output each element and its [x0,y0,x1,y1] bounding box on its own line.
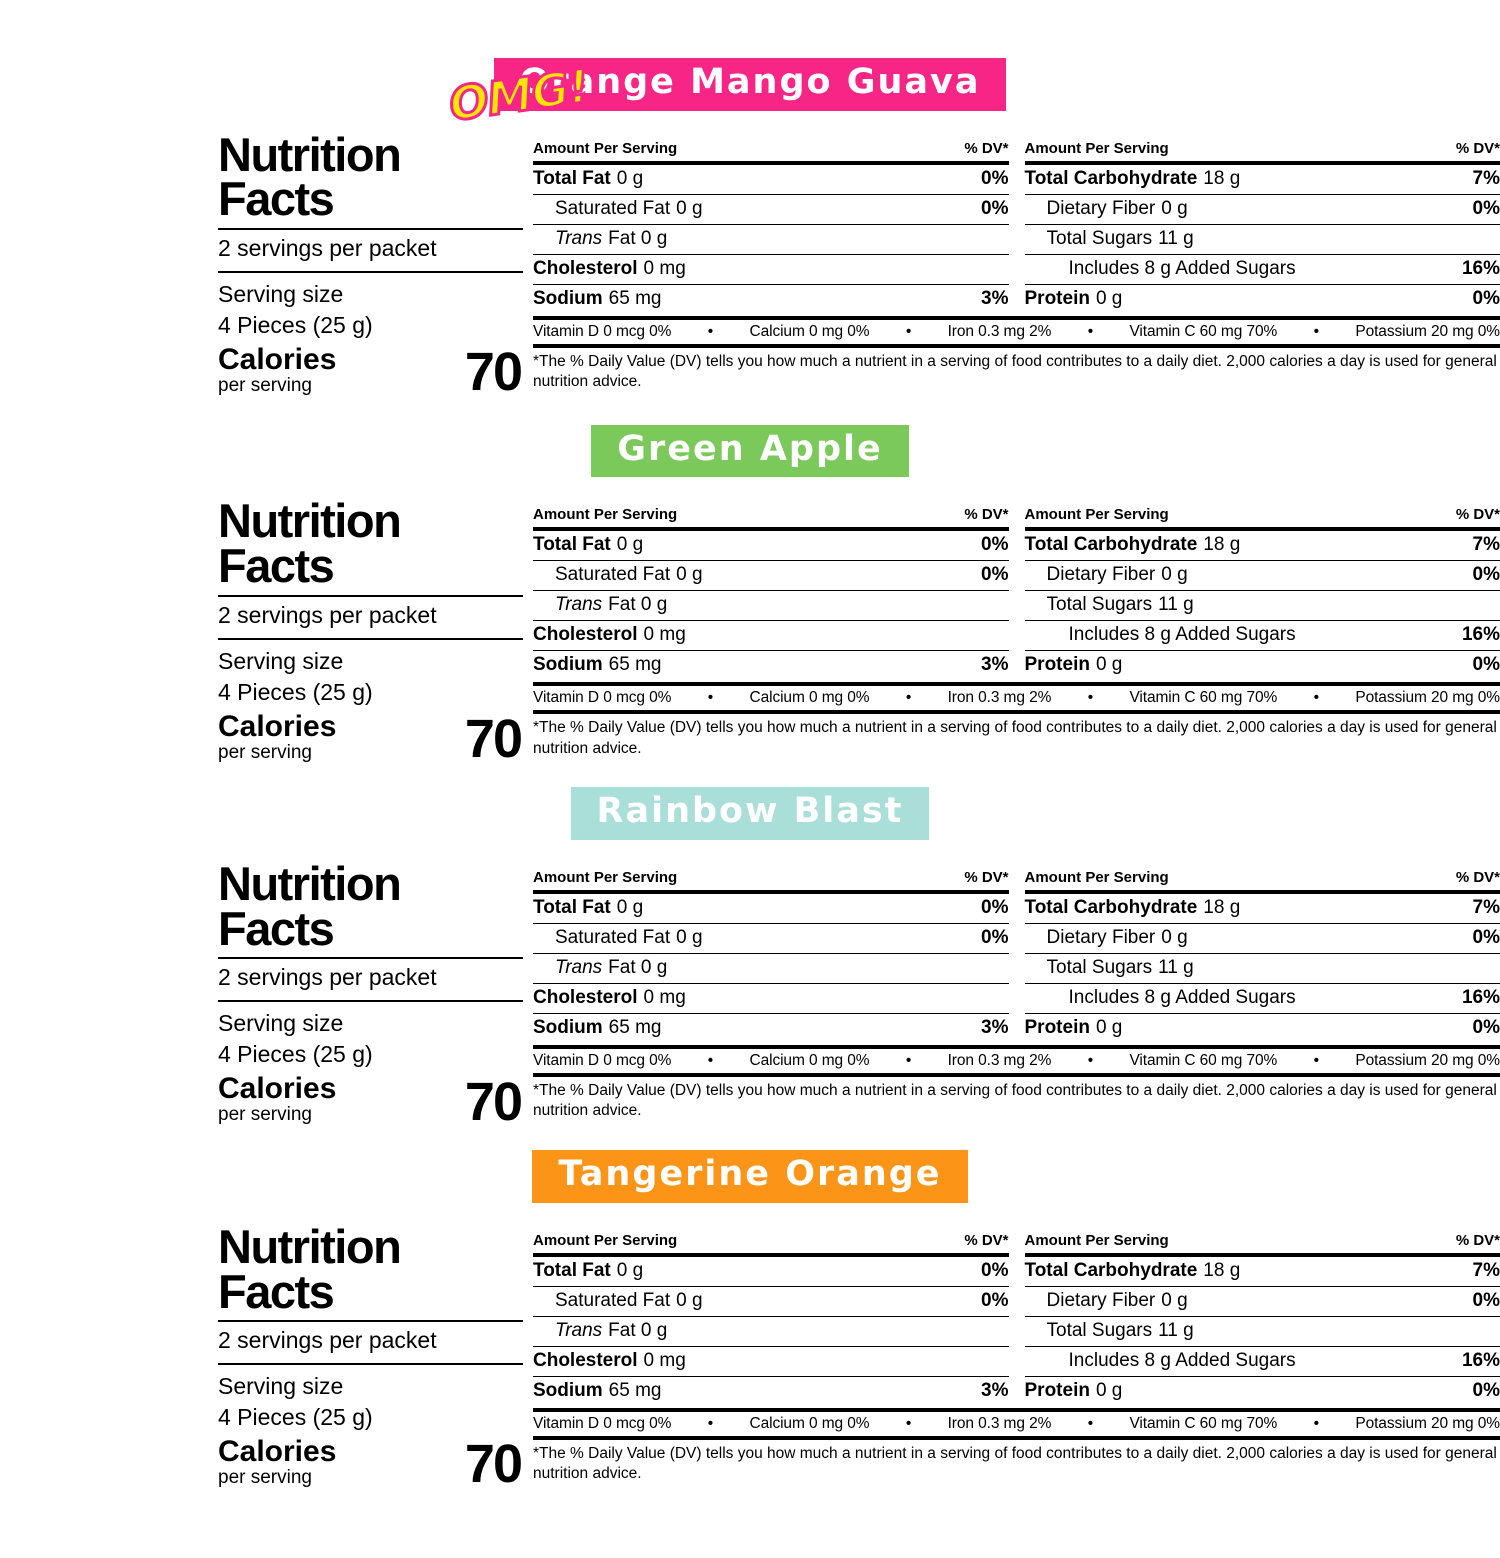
nutrient-tables [533,862,1500,1121]
vitamin-separator: • [1314,323,1319,341]
nutrient-name: Saturated Fat 0 g [533,924,910,954]
calories-value: 70 [465,1078,523,1127]
servings-per-container: 2 servings per packet [218,234,523,265]
nutrition-facts-title [218,499,523,588]
nutrition-facts-title-line1: Nutrition [218,1225,523,1270]
table-row [1025,621,1500,651]
divider [218,1363,523,1365]
table-row [533,163,1009,195]
vitamin-separator: • [1314,1052,1319,1070]
table-header-row [533,137,1009,163]
table-row [1025,529,1500,561]
table-row [533,651,1009,681]
nutrient-dv [910,621,1008,651]
amount-per-serving-header: Amount Per Serving [533,1229,910,1255]
nutrient-name: Sodium 65 mg [533,1376,910,1406]
omg-badge: OMG! [446,59,592,132]
nutrient-name: Protein 0 g [1025,284,1434,314]
nutrition-panel-orange-mango-guava [0,133,1500,397]
vitamin-item: Vitamin D 0 mcg 0% [533,323,671,341]
nutrient-table-right [1025,866,1500,1043]
nutrient-dv: 0% [1433,924,1500,954]
nutrient-dv: 0% [910,1255,1008,1287]
table-row [1025,651,1500,681]
nutrient-name: Protein 0 g [1025,1376,1434,1406]
nutrient-dv: 3% [910,284,1008,314]
divider [218,638,523,640]
dv-header: % DV* [910,503,1008,529]
nutrient-dv [1433,591,1500,621]
table-row [1025,284,1500,314]
flavor-banner-tangerine-orange: Tangerine Orange [532,1150,967,1203]
nutrient-name: Protein 0 g [1025,651,1434,681]
vitamin-item: Calcium 0 mg 0% [749,1415,869,1433]
table-row [533,194,1009,224]
table-row [1025,254,1500,284]
vitamin-row [533,316,1500,348]
calories-label: Calories [218,1074,336,1104]
nutrient-name: Saturated Fat 0 g [533,1286,910,1316]
table-row [533,1316,1009,1346]
serving-size-label: Serving size [218,1006,523,1037]
nutrient-dv [910,591,1008,621]
vitamin-item: Potassium 20 mg 0% [1355,323,1500,341]
servings-per-container: 2 servings per packet [218,601,523,632]
nutrient-dv: 0% [910,529,1008,561]
table-row [1025,1346,1500,1376]
nutrient-name: Dietary Fiber 0 g [1025,194,1434,224]
table-row [533,529,1009,561]
nutrient-dv: 0% [910,924,1008,954]
nutrient-dv [1433,224,1500,254]
calories-label: Calories [218,345,336,375]
daily-value-footnote: *The % Daily Value (DV) tells you how much a nutrient in a serving of food contributes to a daily diet. 2,000 calories a day is used for general nutrition advice. [533,714,1500,758]
flavor-banner-rainbow-blast: Rainbow Blast [571,787,930,840]
table-row [533,954,1009,984]
nutrient-name: Total Carbohydrate 18 g [1025,892,1434,924]
table-row [1025,224,1500,254]
nutrient-name: Total Carbohydrate 18 g [1025,1255,1434,1287]
table-row [533,892,1009,924]
nutrition-facts-title-line2: Facts [218,907,523,952]
vitamin-item: Vitamin C 60 mg 70% [1129,323,1277,341]
table-row [1025,1255,1500,1287]
table-row [533,621,1009,651]
nutrient-name: Cholesterol 0 mg [533,621,910,651]
calories-row [218,1074,523,1126]
divider [218,595,523,597]
vitamin-separator: • [1314,689,1319,707]
nutrition-panel-green-apple [0,499,1500,763]
table-row [533,1286,1009,1316]
vitamin-separator: • [1314,1415,1319,1433]
nutrient-dv [1433,954,1500,984]
calories-value: 70 [465,348,523,397]
table-row [533,1346,1009,1376]
nutrient-dv: 3% [910,1014,1008,1044]
table-row [1025,924,1500,954]
table-row [1025,1014,1500,1044]
nutrient-dv: 16% [1433,984,1500,1014]
nutrition-panel-rainbow-blast [0,862,1500,1126]
nutrient-name: Total Fat 0 g [533,1255,910,1287]
nutrient-name: Total Fat 0 g [533,892,910,924]
nutrient-dv [1433,1316,1500,1346]
calories-value: 70 [465,715,523,764]
nutrient-dv: 0% [910,163,1008,195]
vitamin-item: Iron 0.3 mg 2% [948,323,1052,341]
nutrition-summary [218,499,533,763]
table-row [533,924,1009,954]
calories-value: 70 [465,1440,523,1489]
nutrient-name: Total Fat 0 g [533,163,910,195]
nutrient-name: Saturated Fat 0 g [533,561,910,591]
nutrient-tables [533,499,1500,758]
vitamin-item: Iron 0.3 mg 2% [948,689,1052,707]
nutrition-facts-title-line1: Nutrition [218,499,523,544]
vitamin-item: Potassium 20 mg 0% [1355,1052,1500,1070]
nutrient-dv: 0% [910,1286,1008,1316]
calories-sublabel: per serving [218,1467,336,1489]
table-header-row [1025,866,1500,892]
table-row [533,224,1009,254]
nutrient-dv: 0% [1433,561,1500,591]
serving-size-value: 4 Pieces (25 g) [218,1037,523,1068]
vitamin-item: Iron 0.3 mg 2% [948,1415,1052,1433]
nutrient-table-right [1025,503,1500,680]
table-row [533,1014,1009,1044]
nutrient-name: Includes 8 g Added Sugars [1025,621,1434,651]
nutrient-dv: 7% [1433,1255,1500,1287]
nutrient-name: Cholesterol 0 mg [533,1346,910,1376]
vitamin-item: Iron 0.3 mg 2% [948,1052,1052,1070]
nutrient-dv: 0% [1433,194,1500,224]
nutrient-name: Dietary Fiber 0 g [1025,1286,1434,1316]
table-header-row [533,1229,1009,1255]
nutrient-name: Dietary Fiber 0 g [1025,561,1434,591]
nutrition-facts-title [218,133,523,222]
nutrient-name: Trans Fat 0 g [533,224,910,254]
nutrient-name: Cholesterol 0 mg [533,254,910,284]
vitamin-row [533,1045,1500,1077]
nutrient-dv [910,224,1008,254]
table-row [533,1255,1009,1287]
nutrient-table-left [533,503,1009,680]
vitamin-separator: • [906,1052,911,1070]
nutrient-table-left [533,866,1009,1043]
table-row [1025,1286,1500,1316]
flavor-banner-row-2 [0,425,1500,478]
vitamin-separator: • [906,323,911,341]
vitamin-separator: • [708,689,713,707]
table-row [1025,954,1500,984]
vitamin-separator: • [708,323,713,341]
nutrient-table-left [533,1229,1009,1406]
table-row [533,254,1009,284]
table-row [533,561,1009,591]
nutrient-name: Cholesterol 0 mg [533,984,910,1014]
nutrient-name: Saturated Fat 0 g [533,194,910,224]
amount-per-serving-header: Amount Per Serving [1025,1229,1434,1255]
serving-size-value: 4 Pieces (25 g) [218,675,523,706]
divider [218,1320,523,1322]
amount-per-serving-header: Amount Per Serving [533,137,910,163]
flavor-banner-green-apple: Green Apple [591,425,909,478]
vitamin-item: Vitamin D 0 mcg 0% [533,689,671,707]
nutrient-dv: 16% [1433,621,1500,651]
nutrient-name: Includes 8 g Added Sugars [1025,254,1434,284]
divider [218,957,523,959]
nutrition-panels-page [0,58,1500,1558]
flavor-banner-orange-mango-guava: Orange Mango Guava [494,58,1007,111]
table-row [533,984,1009,1014]
table-header-row [533,866,1009,892]
nutrition-facts-title-line1: Nutrition [218,862,523,907]
dv-header: % DV* [1433,1229,1500,1255]
nutrient-name: Sodium 65 mg [533,284,910,314]
nutrient-tables [533,1225,1500,1484]
nutrition-facts-title-line1: Nutrition [218,133,523,178]
vitamin-row [533,682,1500,714]
vitamin-item: Vitamin C 60 mg 70% [1129,689,1277,707]
nutrient-name: Protein 0 g [1025,1014,1434,1044]
divider [218,1000,523,1002]
nutrient-name: Total Sugars 11 g [1025,591,1434,621]
vitamin-item: Vitamin C 60 mg 70% [1129,1052,1277,1070]
dv-header: % DV* [1433,866,1500,892]
servings-per-container: 2 servings per packet [218,1326,523,1357]
nutrition-summary [218,133,533,397]
nutrition-facts-title [218,1225,523,1314]
nutrient-dv: 0% [1433,1376,1500,1406]
calories-row [218,712,523,764]
dv-header: % DV* [1433,137,1500,163]
table-row [1025,1376,1500,1406]
amount-per-serving-header: Amount Per Serving [1025,137,1434,163]
nutrition-facts-title-line2: Facts [218,177,523,222]
nutrition-facts-title [218,862,523,951]
vitamin-separator: • [906,689,911,707]
nutrition-panel-tangerine-orange [0,1225,1500,1489]
table-header-row [1025,137,1500,163]
flavor-banner-row-1 [0,58,1500,111]
dv-header: % DV* [1433,503,1500,529]
flavor-banner-row-3 [0,787,1500,840]
dv-header: % DV* [910,1229,1008,1255]
serving-size-value: 4 Pieces (25 g) [218,308,523,339]
nutrition-facts-title-line2: Facts [218,1270,523,1315]
amount-per-serving-header: Amount Per Serving [1025,503,1434,529]
table-row [1025,591,1500,621]
nutrient-dv [910,254,1008,284]
vitamin-item: Vitamin D 0 mcg 0% [533,1415,671,1433]
calories-label: Calories [218,1437,336,1467]
nutrient-tables [533,133,1500,392]
nutrient-name: Dietary Fiber 0 g [1025,924,1434,954]
table-row [1025,561,1500,591]
nutrient-table-left [533,137,1009,314]
vitamin-item: Vitamin C 60 mg 70% [1129,1415,1277,1433]
table-row [1025,194,1500,224]
vitamin-item: Vitamin D 0 mcg 0% [533,1052,671,1070]
table-row [1025,163,1500,195]
nutrient-dv: 0% [910,561,1008,591]
table-header-row [1025,1229,1500,1255]
daily-value-footnote: *The % Daily Value (DV) tells you how much a nutrient in a serving of food contributes to a daily diet. 2,000 calories a day is used for general nutrition advice. [533,348,1500,392]
daily-value-footnote: *The % Daily Value (DV) tells you how much a nutrient in a serving of food contributes to a daily diet. 2,000 calories a day is used for general nutrition advice. [533,1077,1500,1121]
amount-per-serving-header: Amount Per Serving [533,503,910,529]
nutrient-dv [910,954,1008,984]
amount-per-serving-header: Amount Per Serving [533,866,910,892]
calories-label: Calories [218,712,336,742]
nutrient-dv [910,1316,1008,1346]
vitamin-separator: • [1088,689,1093,707]
table-header-row [1025,503,1500,529]
serving-size-label: Serving size [218,277,523,308]
nutrient-table-right [1025,137,1500,314]
nutrient-dv: 0% [1433,1286,1500,1316]
nutrient-dv: 0% [910,194,1008,224]
nutrient-name: Total Sugars 11 g [1025,954,1434,984]
nutrient-dv: 3% [910,1376,1008,1406]
daily-value-footnote: *The % Daily Value (DV) tells you how much a nutrient in a serving of food contributes to a daily diet. 2,000 calories a day is used for general nutrition advice. [533,1440,1500,1484]
vitamin-item: Potassium 20 mg 0% [1355,689,1500,707]
nutrient-dv: 16% [1433,1346,1500,1376]
table-header-row [533,503,1009,529]
nutrient-name: Total Sugars 11 g [1025,224,1434,254]
nutrient-dv: 0% [1433,1014,1500,1044]
nutrient-dv: 0% [1433,651,1500,681]
nutrient-name: Total Carbohydrate 18 g [1025,163,1434,195]
nutrition-summary [218,1225,533,1489]
vitamin-item: Calcium 0 mg 0% [749,1052,869,1070]
vitamin-item: Calcium 0 mg 0% [749,689,869,707]
nutrient-name: Trans Fat 0 g [533,1316,910,1346]
table-row [1025,1316,1500,1346]
vitamin-separator: • [708,1415,713,1433]
vitamin-item: Calcium 0 mg 0% [749,323,869,341]
table-row [533,1376,1009,1406]
nutrient-name: Total Fat 0 g [533,529,910,561]
vitamin-separator: • [708,1052,713,1070]
nutrient-name: Trans Fat 0 g [533,954,910,984]
serving-size-label: Serving size [218,1369,523,1400]
dv-header: % DV* [910,137,1008,163]
nutrient-dv: 0% [1433,284,1500,314]
serving-size-value: 4 Pieces (25 g) [218,1400,523,1431]
amount-per-serving-header: Amount Per Serving [1025,866,1434,892]
nutrient-dv: 7% [1433,529,1500,561]
nutrient-dv: 7% [1433,892,1500,924]
nutrition-facts-title-line2: Facts [218,544,523,589]
calories-sublabel: per serving [218,742,336,764]
table-row [533,591,1009,621]
nutrient-table-right [1025,1229,1500,1406]
nutrient-dv: 7% [1433,163,1500,195]
nutrient-dv: 0% [910,892,1008,924]
flavor-banner-row-4 [0,1150,1500,1203]
nutrient-name: Includes 8 g Added Sugars [1025,984,1434,1014]
nutrient-name: Sodium 65 mg [533,651,910,681]
dv-header: % DV* [910,866,1008,892]
vitamin-row [533,1408,1500,1440]
calories-sublabel: per serving [218,1104,336,1126]
calories-sublabel: per serving [218,375,336,397]
vitamin-separator: • [1088,323,1093,341]
serving-size-label: Serving size [218,644,523,675]
nutrient-dv [910,984,1008,1014]
divider [218,271,523,273]
nutrient-dv: 3% [910,651,1008,681]
divider [218,228,523,230]
nutrient-name: Sodium 65 mg [533,1014,910,1044]
nutrient-name: Total Sugars 11 g [1025,1316,1434,1346]
nutrient-dv [910,1346,1008,1376]
nutrient-name: Total Carbohydrate 18 g [1025,529,1434,561]
table-row [1025,892,1500,924]
table-row [533,284,1009,314]
vitamin-item: Potassium 20 mg 0% [1355,1415,1500,1433]
table-row [1025,984,1500,1014]
nutrient-name: Includes 8 g Added Sugars [1025,1346,1434,1376]
calories-row [218,345,523,397]
vitamin-separator: • [1088,1052,1093,1070]
servings-per-container: 2 servings per packet [218,963,523,994]
calories-row [218,1437,523,1489]
nutrient-dv: 16% [1433,254,1500,284]
vitamin-separator: • [1088,1415,1093,1433]
nutrient-name: Trans Fat 0 g [533,591,910,621]
nutrition-summary [218,862,533,1126]
vitamin-separator: • [906,1415,911,1433]
